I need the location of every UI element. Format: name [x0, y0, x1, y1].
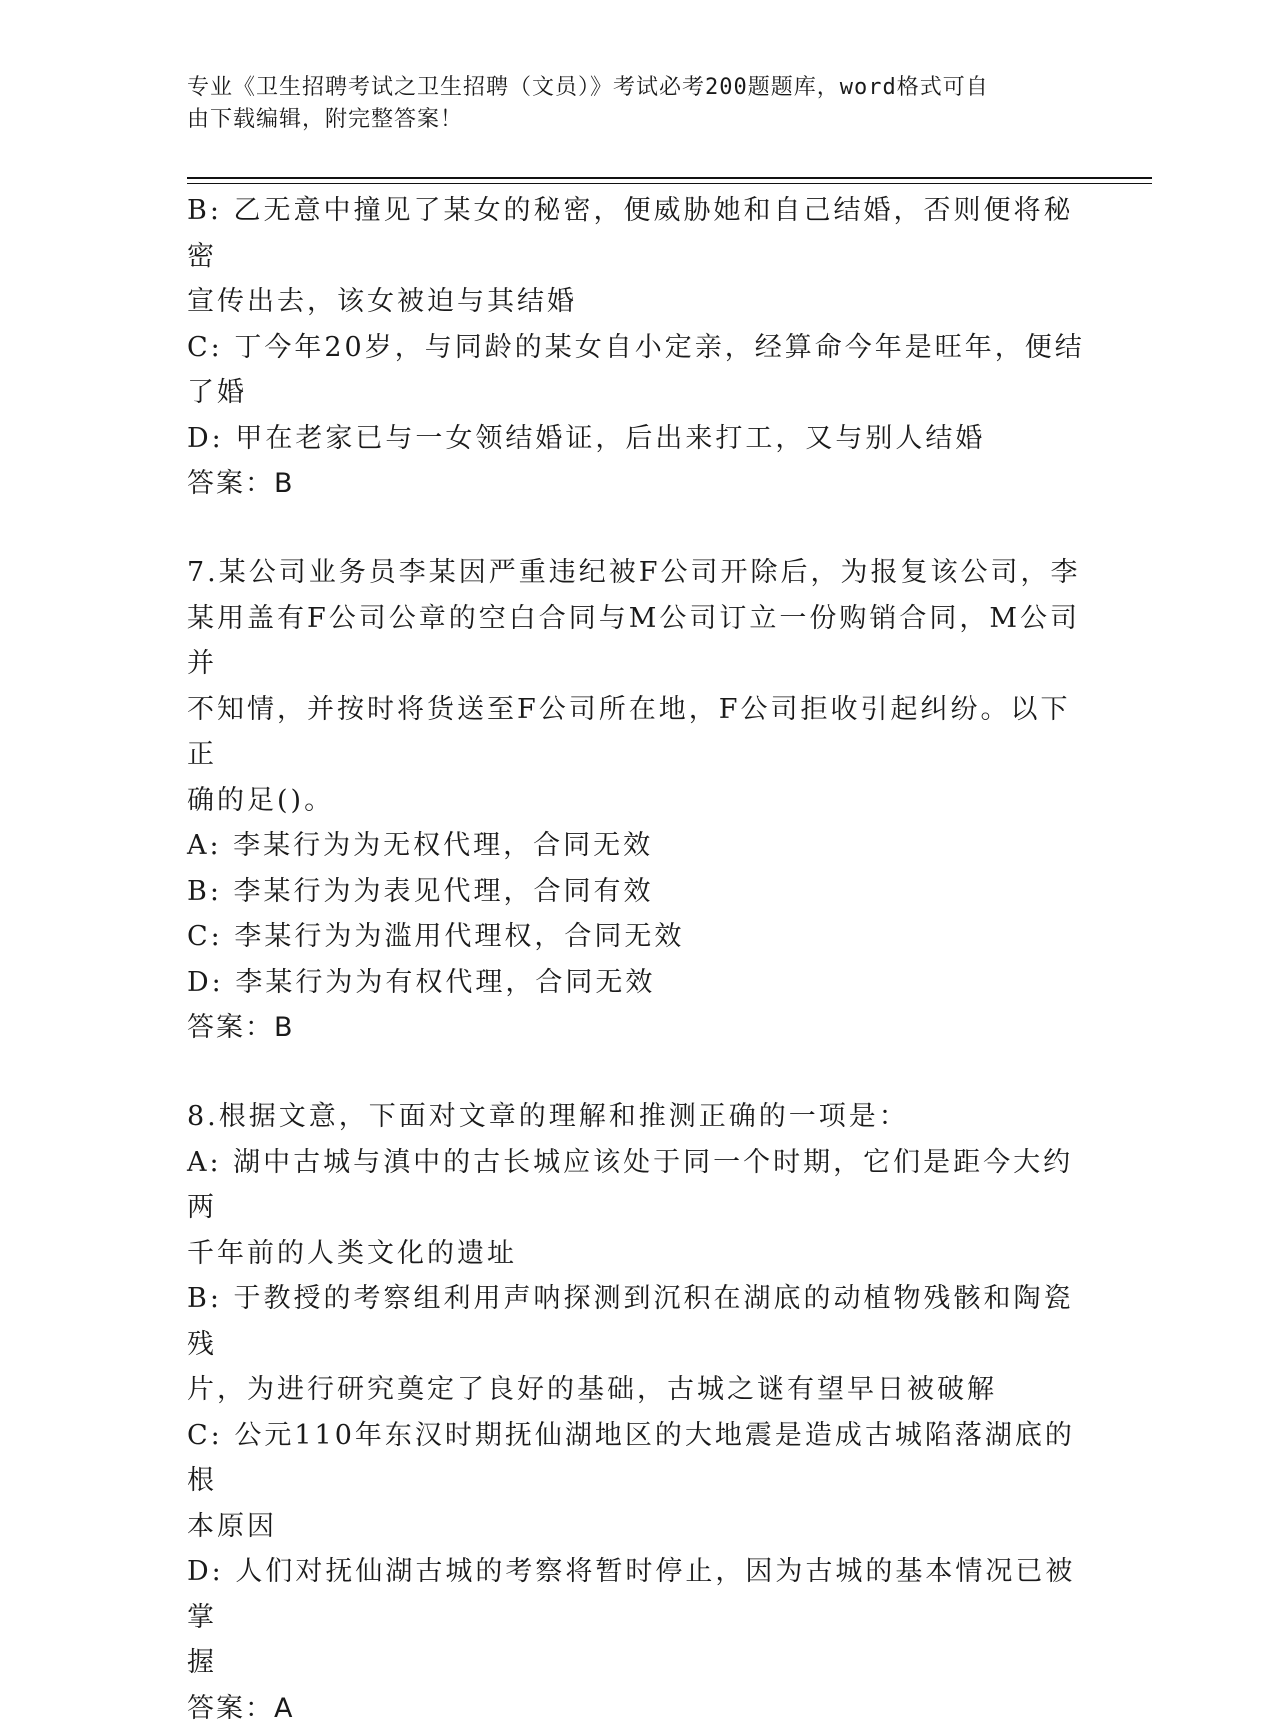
option-a: A: 李某行为为无权代理，合同无效 [187, 830, 654, 861]
option-a [187, 1140, 1087, 1277]
option-c [187, 1413, 1087, 1550]
header-line-1: 专业《卫生招聘考试之卫生招聘（文员）》考试必考200题题库，word格式可自 [187, 75, 989, 100]
option-line: 了婚 [187, 377, 247, 408]
question-block-prev [187, 188, 1087, 507]
header-rule-thin [187, 183, 1152, 184]
question-line: 确的足()。 [187, 784, 335, 816]
option-c [187, 325, 1087, 416]
option-line: 片，为进行研究奠定了良好的基础，古城之谜有望早日被破解 [187, 1374, 997, 1405]
option-line: 本原因 [187, 1510, 277, 1542]
answer-text: 答案：B [187, 1012, 295, 1043]
question-line: 8.根据文意，下面对文章的理解和推测正确的一项是： [187, 1101, 909, 1132]
option-d: D: 李某行为为有权代理，合同无效 [187, 966, 656, 998]
document-body [187, 188, 1087, 1732]
option-d [187, 1549, 1087, 1686]
question-line: 7.某公司业务员李某因严重违纪被F公司开除后，为报复该公司，李 [187, 557, 1081, 588]
option-line: 握 [187, 1647, 217, 1678]
question-line: 某用盖有F公司公章的空白合同与M公司订立一份购销合同，M公司并 [187, 602, 1081, 679]
option-line: C: 丁今年20岁，与同龄的某女自小定亲，经算命今年是旺年，便结 [187, 331, 1085, 363]
question-7 [187, 550, 1087, 1051]
option-line: B: 乙无意中撞见了某女的秘密，便威胁她和自己结婚，否则便将秘密 [187, 195, 1074, 272]
question-text [187, 1094, 1087, 1140]
question-line: 不知情，并按时将货送至F公司所在地，F公司拒收引起纠纷。以下正 [187, 693, 1071, 770]
header-line-2: 由下载编辑，附完整答案！ [187, 107, 464, 132]
option-line: 千年前的人类文化的遗址 [187, 1237, 517, 1269]
option-c: C: 李某行为为滥用代理权，合同无效 [187, 921, 685, 952]
header-rule-thick [187, 177, 1152, 179]
answer-text: 答案：B [187, 468, 295, 499]
option-line: D: 甲在老家已与一女领结婚证，后出来打工，又与别人结婚 [187, 422, 986, 454]
question-text [187, 550, 1087, 823]
option-b [187, 1276, 1087, 1413]
option-line: B: 于教授的考察组利用声呐探测到沉积在湖底的动植物残骸和陶瓷残 [187, 1283, 1074, 1360]
answer-text: 答案：A [187, 1692, 295, 1724]
option-b [187, 188, 1087, 325]
option-d [187, 416, 1087, 462]
document-header [187, 72, 1067, 136]
question-8 [187, 1094, 1087, 1732]
option-b: B: 李某行为为表见代理，合同有效 [187, 875, 654, 907]
option-line: A: 湖中古城与滇中的古长城应该处于同一个时期，它们是距今大约两 [187, 1146, 1074, 1223]
option-line: C: 公元110年东汉时期抚仙湖地区的大地震是造成古城陷落湖底的根 [187, 1419, 1075, 1496]
option-line: D: 人们对抚仙湖古城的考察将暂时停止，因为古城的基本情况已被掌 [187, 1556, 1076, 1633]
option-line: 宣传出去，该女被迫与其结婚 [187, 286, 577, 317]
